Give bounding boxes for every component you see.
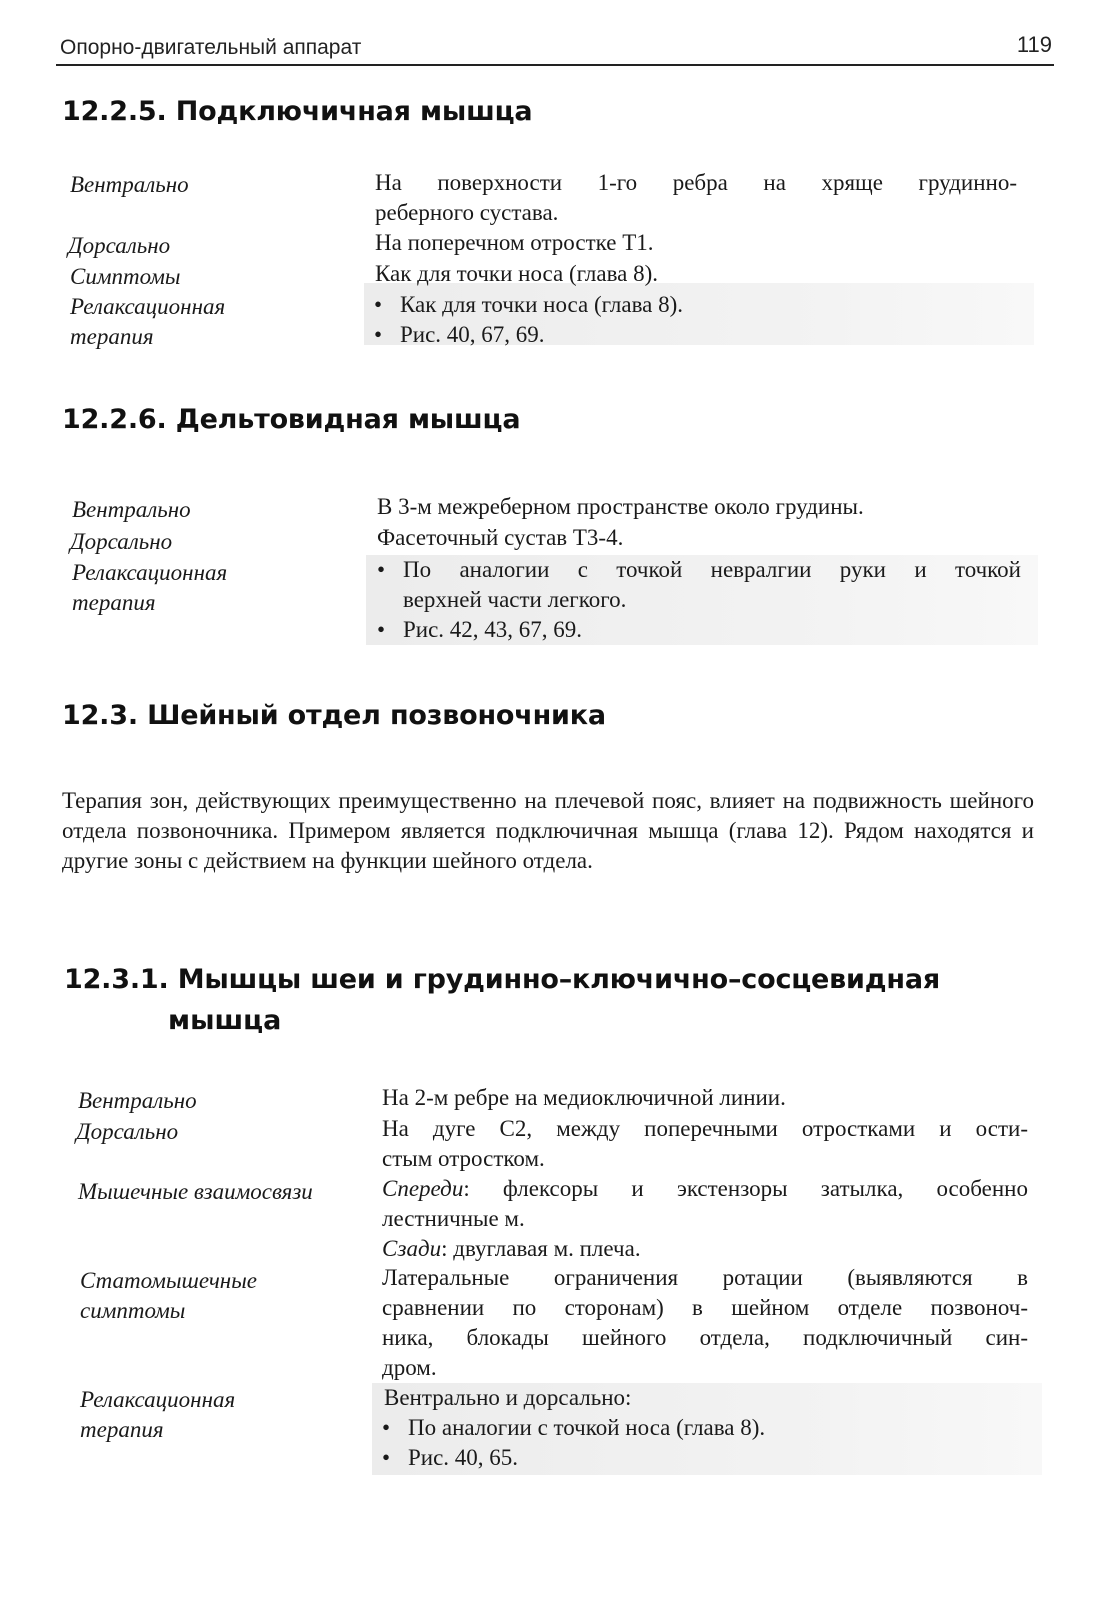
- text-back-line: [382, 1234, 1028, 1264]
- list-item: • Рис. 40, 67, 69.: [372, 320, 1022, 350]
- text-front-line1: [382, 1174, 1028, 1204]
- heading-12-3: 12.3. Шейный отдел позвоночника: [62, 700, 606, 731]
- therapy-list-12-2-5: [372, 290, 1022, 350]
- label-dorsal-12-3-1: Дорсально: [76, 1119, 179, 1144]
- label-static-symptoms-line1: Статомышечные: [80, 1268, 257, 1293]
- label-dorsal-12-2-6: Дорсально: [70, 529, 173, 554]
- text-symptoms-12-2-5: Как для точки носа (глава 8).: [375, 261, 658, 286]
- label-static-symptoms: [80, 1266, 257, 1326]
- heading-12-2-6: 12.2.6. Дельтовидная мышца: [62, 404, 521, 435]
- text-front-line2: лестничные м.: [382, 1206, 525, 1231]
- text-static-symptoms: [382, 1263, 1028, 1383]
- text-therapy-intro-12-3-1: Вентрально и дорсально:: [384, 1385, 632, 1410]
- therapy-item-12-2-6-line2: верхней части легкого.: [403, 587, 627, 612]
- text-ventral-12-2-5-line1: На поверхности 1-го ребра на хряще грудинно-: [375, 170, 1017, 195]
- text-static-line4: дром.: [382, 1355, 437, 1380]
- list-item: • Рис. 40, 65.: [380, 1443, 1026, 1473]
- label-symptoms-12-2-5: Симптомы: [70, 264, 181, 289]
- text-static-line3: ника, блокады шейного отдела, подключичный син-: [382, 1325, 1028, 1350]
- list-item: • По аналогии с точкой носа (глава 8).: [380, 1413, 1026, 1443]
- therapy-item-12-2-6-line1: • По аналогии с точкой невралгии руки и точкой: [403, 557, 1021, 582]
- text-dorsal-12-3-1-line1: На дуге С2, между поперечными отростками и ости-: [382, 1116, 1028, 1141]
- label-therapy-12-3-1-line1: Релаксационная: [80, 1387, 236, 1412]
- text-dorsal-12-3-1-line2: стым отростком.: [382, 1146, 545, 1171]
- label-therapy-12-2-5-line2: терапия: [70, 324, 154, 349]
- front-text-1: : флексоры и экстензоры затылка, особенно: [463, 1176, 1028, 1201]
- text-static-line1: Латеральные ограничения ротации (выявляются в: [382, 1265, 1028, 1290]
- list-item: • Рис. 42, 43, 67, 69.: [375, 615, 1021, 645]
- text-dorsal-12-2-5: На поперечном отростке T1.: [375, 230, 654, 255]
- label-ventral-12-2-6: Вентрально: [72, 497, 191, 522]
- text-ventral-12-2-6: В 3-м межреберном пространстве около грудины.: [377, 494, 864, 519]
- page-number: 119: [1016, 32, 1052, 57]
- front-label: Спереди: [382, 1176, 464, 1201]
- text-muscle-relations: [382, 1174, 1028, 1264]
- label-therapy-12-3-1-line2: терапия: [80, 1417, 164, 1442]
- label-therapy-12-3-1: [80, 1385, 235, 1445]
- text-dorsal-12-3-1: [382, 1114, 1028, 1174]
- running-head: [56, 30, 1054, 66]
- back-text: : двуглавая м. плеча.: [441, 1236, 641, 1261]
- label-therapy-12-2-6: [72, 558, 227, 618]
- therapy-list-12-3-1: [380, 1413, 1026, 1473]
- label-therapy-12-2-5: [70, 292, 225, 352]
- running-title: Опорно-двигательный аппарат: [60, 36, 362, 59]
- label-therapy-12-2-6-line1: Релаксационная: [72, 560, 228, 585]
- heading-12-2-5: 12.2.5. Подключичная мышца: [62, 96, 533, 127]
- label-ventral-12-3-1: Вентрально: [78, 1088, 197, 1113]
- back-label: Сзади: [382, 1236, 442, 1261]
- label-dorsal-12-2-5: Дорсально: [68, 233, 171, 258]
- text-ventral-12-3-1: На 2-м ребре на медиоключичной линии.: [382, 1085, 786, 1110]
- therapy-list-12-2-6: [375, 555, 1021, 645]
- text-ventral-12-2-5-line2: реберного сустава.: [375, 200, 559, 225]
- label-therapy-12-2-5-line1: Релаксационная: [70, 294, 226, 319]
- heading-12-3-1: 12.3.1. Мышцы шеи и грудинно–ключично–сосцевидная: [64, 964, 940, 995]
- label-therapy-12-2-6-line2: терапия: [72, 590, 156, 615]
- text-static-line2: сравнении по сторонам) в шейном отделе позвоноч-: [382, 1295, 1028, 1320]
- text-ventral-12-2-5: [375, 168, 1017, 228]
- body-paragraph-12-3: Терапия зон, действующих преимущественно на плечевой пояс, влияет на подвижность шейного отдела позвоночника. Примером является подключичная мышца (глава 12). Рядом находятся и другие зоны с действием на функции шейного отдела.: [62, 788, 1034, 873]
- list-item: [375, 555, 1021, 615]
- heading-12-3-1-continued: мышца: [168, 1005, 282, 1036]
- text-dorsal-12-2-6: Фасеточный сустав T3-4.: [377, 525, 624, 550]
- label-static-symptoms-line2: симптомы: [80, 1298, 186, 1323]
- list-item: • Как для точки носа (глава 8).: [372, 290, 1022, 320]
- label-ventral-12-2-5: Вентрально: [70, 172, 189, 197]
- label-muscle-relations: Мышечные взаимосвязи: [78, 1179, 313, 1204]
